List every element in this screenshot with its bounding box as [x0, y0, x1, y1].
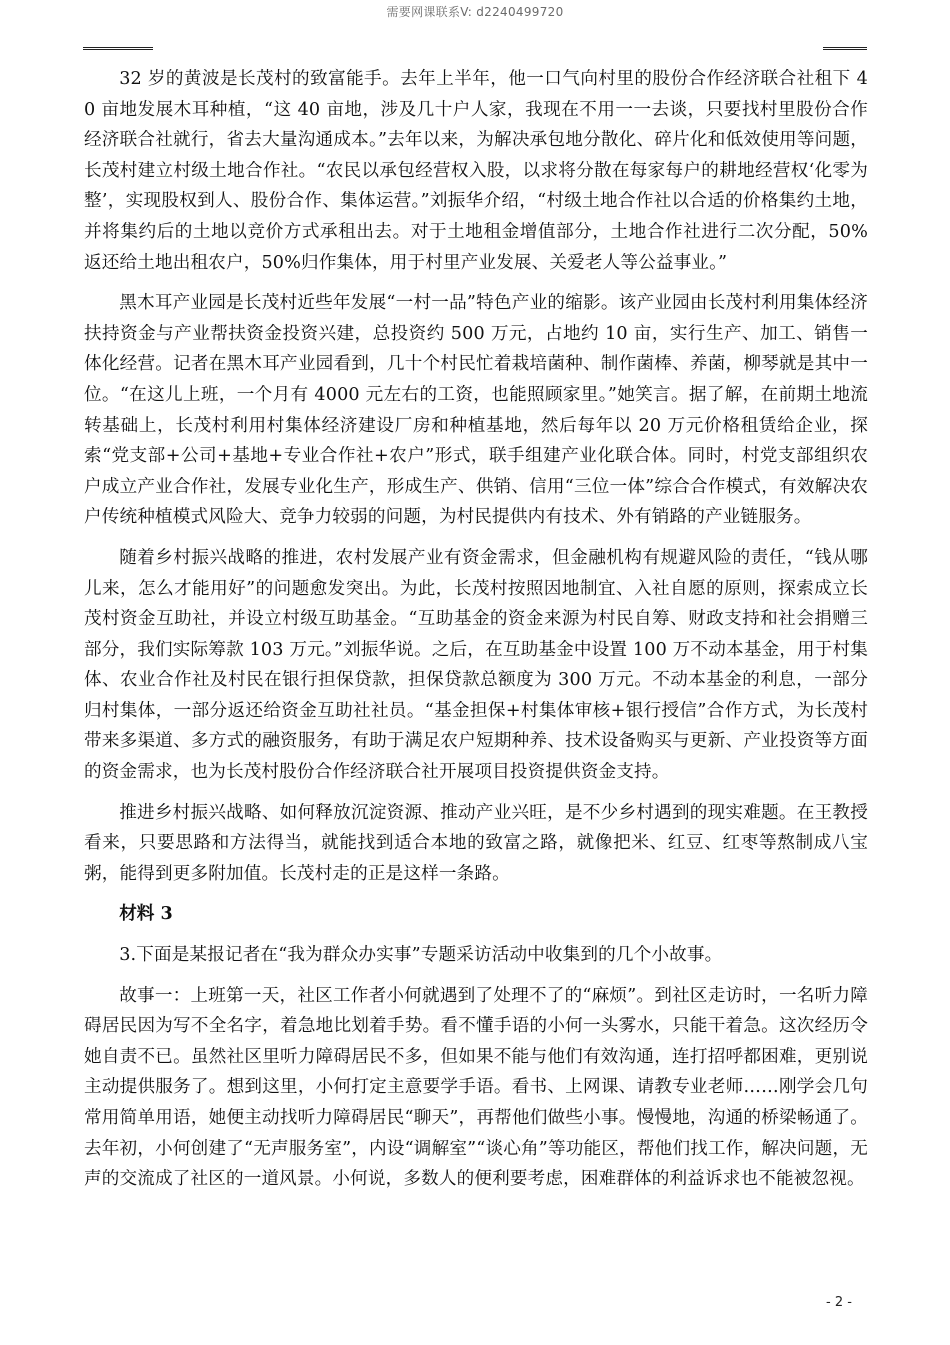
paragraph-question-intro: 3.下面是某报记者在“我为群众办实事”专题采访活动中收集到的几个小故事。 — [119, 945, 723, 966]
header-rule-left — [83, 47, 153, 50]
material-heading: 材料 3 — [119, 903, 173, 925]
paragraph-black-fungus-park: 黑木耳产业园是长茂村近些年发展“一村一品”特色产业的缩影。该产业园由长茂村利用集体经济扶持资金与产业帮扶资金投资兴建，总投资约 500 万元，占地约 10 亩，实行生产、加工、销售一体化经营。记者在黑木耳产业园看到，几十个村民忙着栽培菌种、制作菌棒、养菌，柳琴就是其中一位。“在这儿上班，一个月有 4000 元左右的工资，也能照顾家里。”她笑言。据了解，在前期土地流转基础上，长茂村利用村集体经济建设厂房和种植基地，然后每年以 20 万元价格租赁给企业，探索“党支部+公司+基地+专业合作社+农户”形式，联手组建产业化联合体。同时，村党支部组织农户成立产业合作社，发展专业化生产，形成生产、供销、信用“三位一体”综合合作模式，有效解决农户传统种植模式风险大、竞争力较弱的问题，为村民提供内有技术、外有销路的产业链服务。 — [84, 293, 868, 528]
paragraph-story-one: 故事一：上班第一天，社区工作者小何就遇到了处理不了的“麻烦”。到社区走访时，一名听力障碍居民因为写不全名字，着急地比划着手势。看不懂手语的小何一头雾水，只能干着急。这次经历令她自责不已。虽然社区里听力障碍居民不多，但如果不能与他们有效沟通，连打招呼都困难，更别说主动提供服务了。想到这里，小何打定主意要学手语。看书、上网课、请教专业老师……刚学会几句常用简单用语，她便主动找听力障碍居民“聊天”，再帮他们做些小事。慢慢地，沟通的桥梁畅通了。去年初，小何创建了“无声服务室”，内设“调解室”“谈心角”等功能区，帮他们找工作，解决问题，无声的交流成了社区的一道风景。小何说，多数人的便利要考虑，困难群体的利益诉求也不能被忽视。 — [84, 985, 868, 1190]
watermark-text: 需要网课联系V: d2240499720 — [386, 5, 564, 19]
page-number: - 2 - — [826, 1295, 852, 1310]
paragraph-mutual-fund: 随着乡村振兴战略的推进，农村发展产业有资金需求，但金融机构有规避风险的责任，“钱从哪儿来，怎么才能用好”的问题愈发突出。为此，长茂村按照因地制宜、入社自愿的原则，探索成立长茂村资金互助社，并设立村级互助基金。“互助基金的资金来源为村民自筹、财政支持和社会捐赠三部分，我们实际筹款 103 万元。”刘振华说。之后，在互助基金中设置 100 万不动本基金，用于村集体、农业合作社及村民在银行担保贷款，担保贷款总额度为 300 万元。不动本基金的利息，一部分归村集体，一部分返还给资金互助社社员。“基金担保+村集体审核+银行授信”合作方式，为长茂村带来多渠道、多方式的融资服务，有助于满足农户短期种养、技术设备购买与更新、产业投资等方面的资金需求，也为长茂村股份合作经济联合社开展项目投资提供资金支持。 — [84, 547, 868, 783]
paragraph-huangbo: 32 岁的黄波是长茂村的致富能手。去年上半年，他一口气向村里的股份合作经济联合社租下 40 亩地发展木耳种植，“这 40 亩地，涉及几十户人家，我现在不用一一去谈，只要找村里股份合作经济联合社就行，省去大量沟通成本。”去年以来，为解决承包地分散化、碎片化和低效使用等问题，长茂村建立村级土地合作社。“农民以承包经营权入股，以求将分散在每家每户的耕地经营权‘化零为整’，实现股权到人、股份合作、集体运营。”刘振华介绍，“村级土地合作社以合适的价格集约土地，并将集约后的土地以竞价方式承租出去。对于土地租金增值部分，土地合作社进行二次分配，50%返还给土地出租农户，50%归作集体，用于村里产业发展、关爱老人等公益事业。” — [84, 69, 868, 273]
paragraph-rural-revitalization: 推进乡村振兴战略、如何释放沉淀资源、推动产业兴旺，是不少乡村遇到的现实难题。在王教授看来，只要思路和方法得当，就能找到适合本地的致富之路，就像把米、红豆、红枣等熬制成八宝粥，能得到更多附加值。长茂村走的正是这样一条路。 — [84, 802, 868, 884]
document-body — [84, 64, 868, 1205]
header-rule-right — [823, 47, 867, 50]
